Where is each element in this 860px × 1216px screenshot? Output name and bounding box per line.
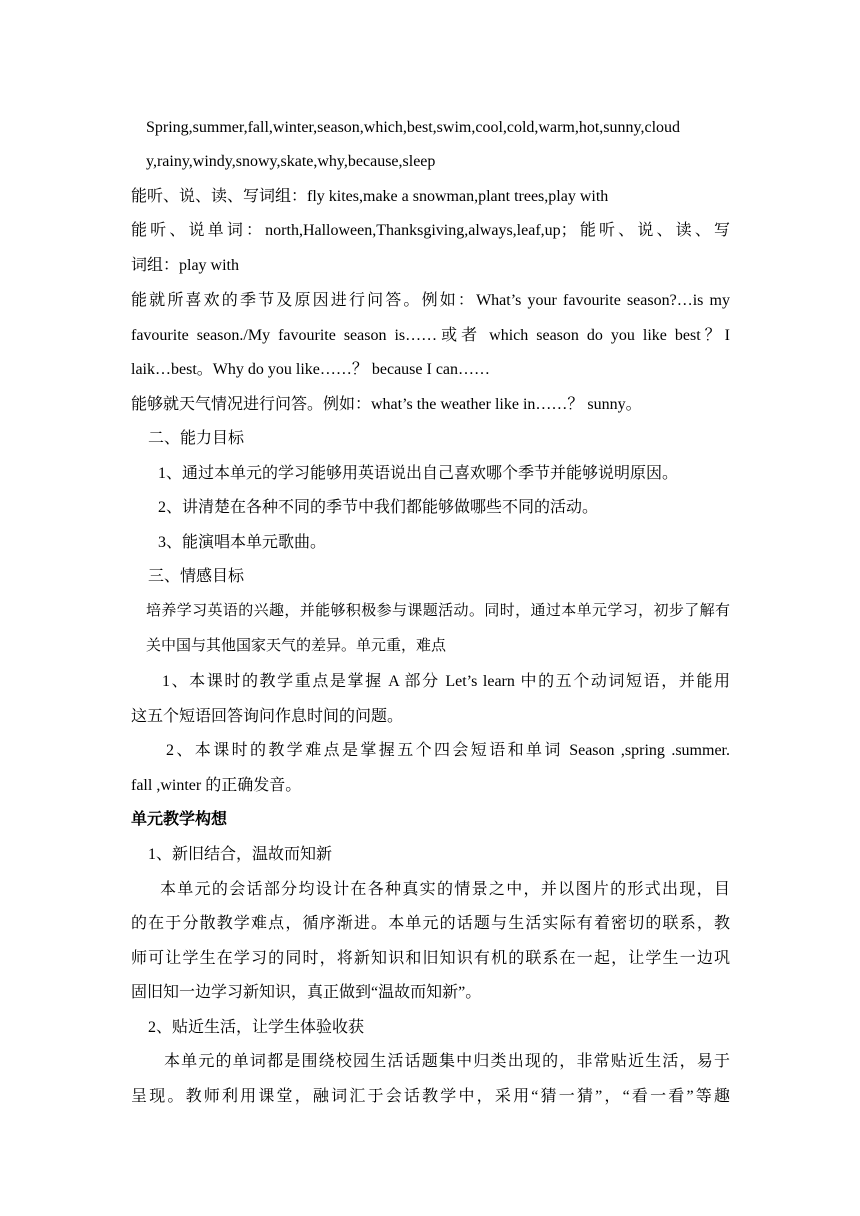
words-line-1: 能听、说单词：north,Halloween,Thanksgiving,always,leaf,up；能听、说、读、写 — [131, 222, 730, 239]
design-item-2-heading: 2、贴近生活，让学生体验收获 — [148, 1019, 365, 1036]
ability-item-2: 2、讲清楚在各种不同的季节中我们都能够做哪些不同的活动。 — [158, 499, 599, 516]
key-point-line-1: 1、本课时的教学重点是掌握 A 部分 Let’s learn 中的五个动词短语，并能用 — [162, 673, 730, 690]
design-para-1-line-3: 师可让学生在学习的同时，将新知识和旧知识有机的联系在一起，让学生一边巩 — [131, 950, 730, 967]
qa-line-2: favourite season./My favourite season is……或者 which season do you like best？I — [131, 327, 730, 344]
vocab-line-1: Spring,summer,fall,winter,season,which,best,swim,cool,cold,warm,hot,sunny,cloud — [146, 119, 681, 136]
design-para-1-line-1: 本单元的会话部分均设计在各种真实的情景之中，并以图片的形式出现，目 — [160, 881, 730, 898]
vocab-line-2: y,rainy,windy,snowy,skate,why,because,sleep — [146, 153, 436, 170]
weather-qa-line: 能够就天气情况进行问答。例如：what’s the weather like in……？ sunny。 — [131, 396, 642, 413]
difficulty-line-1: 2、本课时的教学难点是掌握五个四会短语和单词 Season ,spring .summer. — [166, 742, 730, 759]
ability-item-3: 3、能演唱本单元歌曲。 — [158, 534, 327, 551]
design-para-1-line-4: 固旧知一边学习新知识，真正做到“温故而知新”。 — [131, 984, 482, 1001]
section-heading-ability: 二、能力目标 — [148, 430, 245, 447]
ability-item-1: 1、通过本单元的学习能够用英语说出自己喜欢哪个季节并能够说明原因。 — [158, 465, 679, 482]
emotion-line-1: 培养学习英语的兴趣，并能够积极参与课题活动。同时，通过本单元学习，初步了解有 — [146, 603, 730, 619]
words-line-2: 词组：play with — [131, 257, 239, 274]
design-para-2-line-1: 本单元的单词都是围绕校园生活话题集中归类出现的，非常贴近生活，易于 — [164, 1053, 730, 1070]
section-heading-emotion: 三、情感目标 — [148, 568, 245, 585]
qa-line-1: 能就所喜欢的季节及原因进行问答。例如：What’s your favourite season?…is my — [131, 292, 730, 309]
difficulty-line-2: fall ,winter 的正确发音。 — [131, 777, 302, 794]
key-point-line-2: 这五个短语回答询问作息时间的问题。 — [131, 708, 404, 725]
phrase-line: 能听、说、读、写词组：fly kites,make a snowman,plant trees,play with — [131, 188, 609, 205]
design-para-2-line-2: 呈现。教师利用课堂，融词汇于会话教学中，采用“猜一猜”，“看一看”等趣 — [131, 1088, 730, 1105]
design-para-1-line-2: 的在于分散教学难点，循序渐进。本单元的话题与生活实际有着密切的联系，教 — [131, 915, 730, 932]
qa-line-3: laik…best。Why do you like……？ because I can…… — [131, 361, 491, 378]
emotion-line-2: 关中国与其他国家天气的差异。单元重，难点 — [146, 638, 447, 654]
design-item-1-heading: 1、新旧结合，温故而知新 — [148, 846, 333, 863]
section-heading-design: 单元教学构想 — [131, 811, 228, 828]
